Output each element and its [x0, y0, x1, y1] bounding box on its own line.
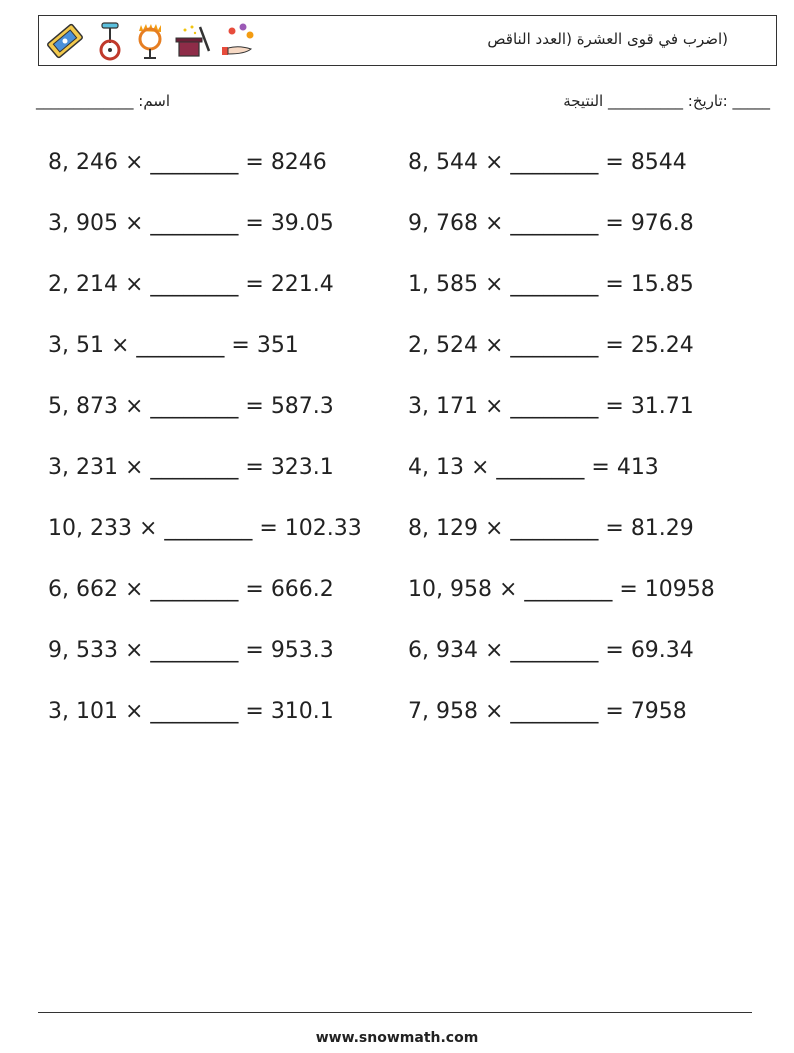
problem-left-3: 2, 214 × ________ = 221.4	[48, 272, 334, 297]
problem-left-5: 5, 873 × ________ = 587.3	[48, 394, 334, 419]
problem-right-3: 1, 585 × ________ = 15.85	[408, 272, 694, 297]
date-score-field: _____ :تاريخ: __________ النتيجة	[563, 92, 770, 110]
problem-right-7: 8, 129 × ________ = 81.29	[408, 516, 694, 541]
footer-url: www.snowmath.com	[315, 1030, 479, 1046]
problem-left-9: 9, 533 × ________ = 953.3	[48, 638, 334, 663]
ticket-icon	[43, 21, 87, 61]
problem-right-8: 10, 958 × ________ = 10958	[408, 577, 715, 602]
problem-left-8: 6, 662 × ________ = 666.2	[48, 577, 334, 602]
problem-right-1: 8, 544 × ________ = 8544	[408, 150, 687, 175]
problem-left-4: 3, 51 × ________ = 351	[48, 333, 299, 358]
juggling-hand-icon	[219, 21, 259, 61]
problem-right-10: 7, 958 × ________ = 7958	[408, 699, 687, 724]
magic-hat-icon	[173, 21, 213, 61]
unicycle-icon	[93, 21, 127, 61]
problem-left-10: 3, 101 × ________ = 310.1	[48, 699, 334, 724]
fire-ring-icon	[133, 21, 167, 61]
footer-divider	[38, 1012, 752, 1013]
problem-left-1: 8, 246 × ________ = 8246	[48, 150, 327, 175]
problem-left-6: 3, 231 × ________ = 323.1	[48, 455, 334, 480]
problem-right-4: 2, 524 × ________ = 25.24	[408, 333, 694, 358]
problem-left-2: 3, 905 × ________ = 39.05	[48, 211, 334, 236]
name-field: اسم: _____________	[36, 92, 171, 110]
header-icons	[43, 21, 259, 61]
worksheet-header	[38, 15, 777, 66]
problem-right-6: 4, 13 × ________ = 413	[408, 455, 659, 480]
problem-right-2: 9, 768 × ________ = 976.8	[408, 211, 694, 236]
problem-right-9: 6, 934 × ________ = 69.34	[408, 638, 694, 663]
problem-left-7: 10, 233 × ________ = 102.33	[48, 516, 362, 541]
worksheet-title: (اضرب في قوى العشرة (العدد الناقص	[487, 30, 728, 48]
problem-right-5: 3, 171 × ________ = 31.71	[408, 394, 694, 419]
